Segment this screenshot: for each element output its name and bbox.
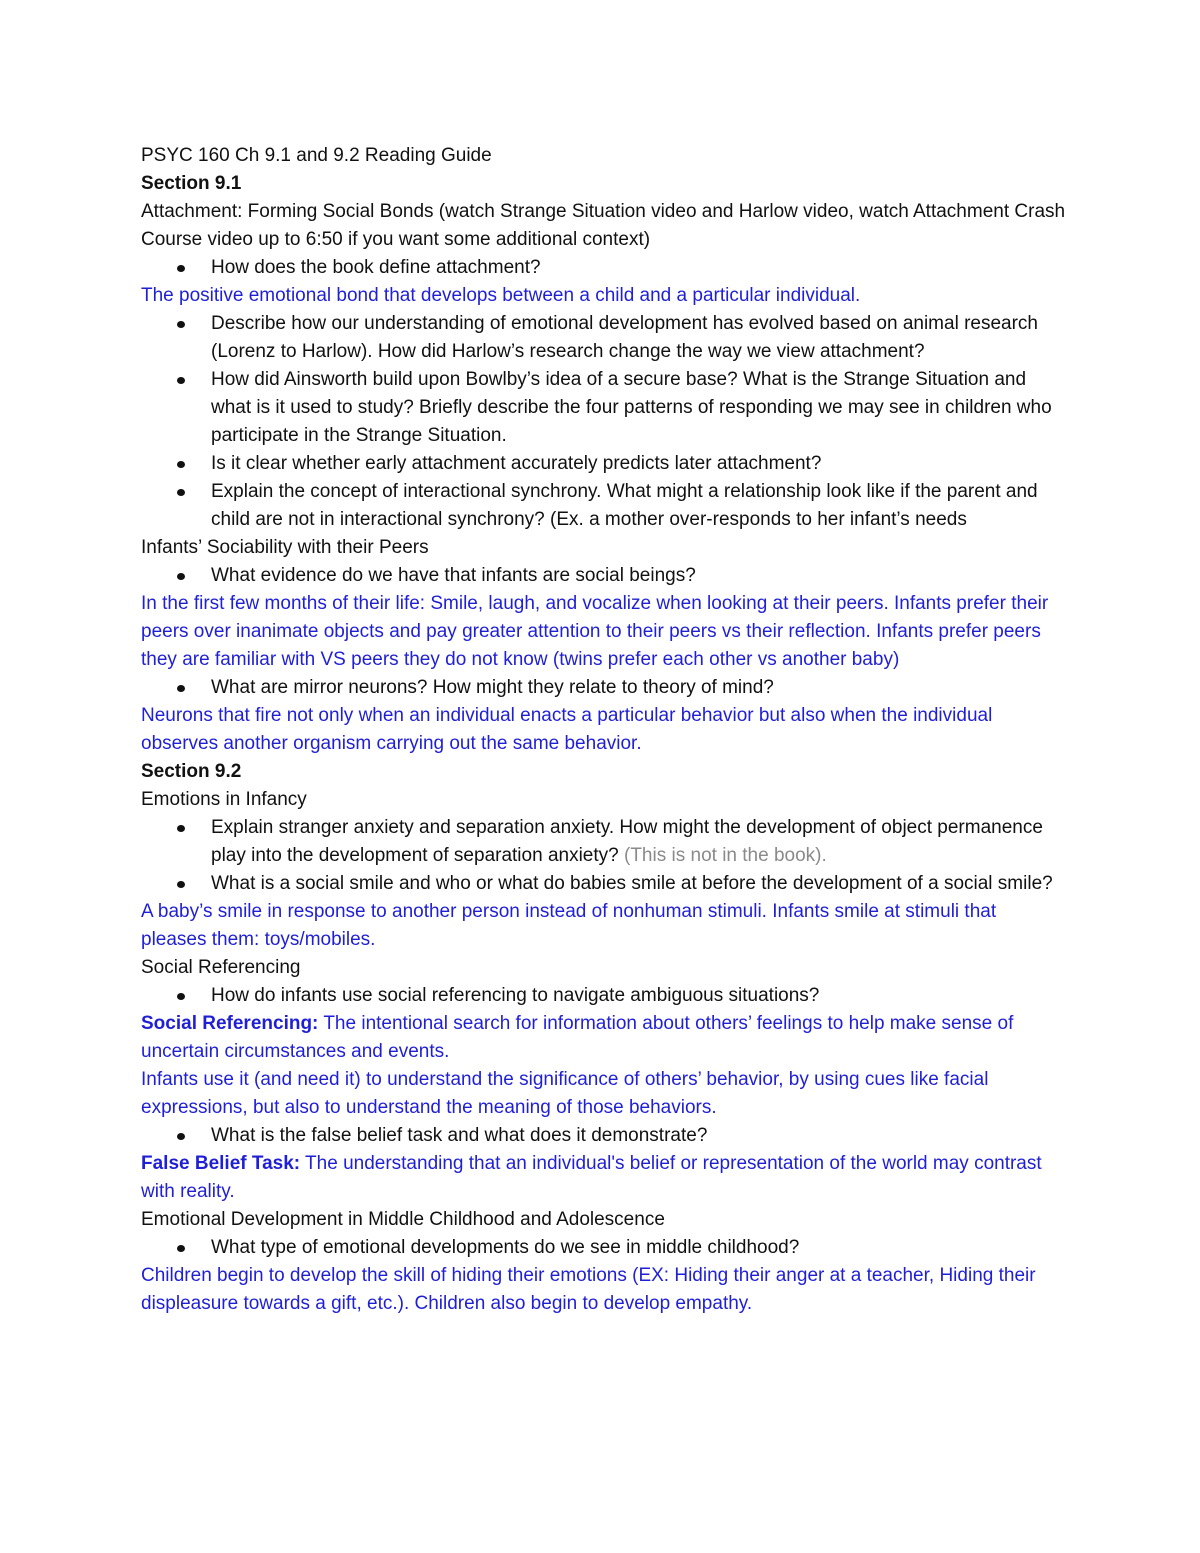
question-social-beings: What evidence do we have that infants are social beings? (141, 562, 1066, 590)
answer-social-smile: A baby’s smile in response to another person instead of nonhuman stimuli. Infants smile at stimuli that pleases them: toys/mobiles. (141, 901, 997, 950)
question-social-referencing: How do infants use social referencing to navigate ambiguous situations? (141, 982, 1066, 1010)
answer-social-referencing: Social Referencing: The intentional search for information about others’ feelings to help make sense of uncertain circumstances and events. (141, 1013, 1014, 1062)
document-title: PSYC 160 Ch 9.1 and 9.2 Reading Guide (141, 145, 492, 166)
answer-social-referencing-more: Infants use it (and need it) to understand the significance of others’ behavior, by using cues like facial expressions, but also to understand the meaning of those behaviors. (141, 1069, 989, 1118)
answer-define-attachment: The positive emotional bond that develops between a child and a particular individual. (141, 285, 861, 306)
answer-social-beings: In the first few months of their life: Smile, laugh, and vocalize when looking at their peers. Infants prefer their peers over inanimate objects and pay greater attention to their peers vs their reflection. Infants prefer peers they are familiar with VS peers they do not know (twins prefer each other vs another baby) (141, 593, 1049, 670)
bullet-icon (177, 573, 185, 580)
question-mirror-neurons: What are mirror neurons? How might they relate to theory of mind? (141, 674, 1066, 702)
term-social-referencing: Social Referencing: (141, 1013, 319, 1034)
answer-middle-childhood: Children begin to develop the skill of hiding their emotions (EX: Hiding their anger at a teacher, Hiding their displeasure towards a gift, etc.). Children also begin to develop empathy. (141, 1265, 1036, 1314)
topic-attachment: Attachment: Forming Social Bonds (watch Strange Situation video and Harlow video, watch Attachment Crash Course video up to 6:50 if you want some additional context) (141, 201, 1066, 250)
section-heading-9-2: Section 9.2 (141, 761, 242, 782)
question-lorenz-harlow: Describe how our understanding of emotional development has evolved based on animal research (Lorenz to Harlow). How did Harlow’s research change the way we view attachment? (141, 310, 1066, 366)
question-interactional-synchrony: Explain the concept of interactional synchrony. What might a relationship look like if the parent and child are not in interactional synchrony? (Ex. a mother over-responds to her infant’s needs (141, 478, 1066, 534)
bullet-icon (177, 1245, 185, 1252)
topic-infant-sociability: Infants’ Sociability with their Peers (141, 537, 429, 558)
bullet-icon (177, 1133, 185, 1140)
bullet-icon (177, 377, 185, 384)
bullet-icon (177, 461, 185, 468)
topic-emotional-development-middle: Emotional Development in Middle Childhood and Adolescence (141, 1209, 665, 1230)
topic-social-referencing: Social Referencing (141, 957, 301, 978)
question-stranger-anxiety: Explain stranger anxiety and separation anxiety. How might the development of object permanence play into the development of separation anxiety? (This is not in the book). (141, 814, 1066, 870)
question-define-attachment: How does the book define attachment? (141, 254, 1066, 282)
question-early-attachment: Is it clear whether early attachment accurately predicts later attachment? (141, 450, 1066, 478)
bullet-icon (177, 993, 185, 1000)
question-ainsworth: How did Ainsworth build upon Bowlby’s idea of a secure base? What is the Strange Situation and what is it used to study? Briefly describe the four patterns of responding we may see in children who participate in the Strange Situation. (141, 366, 1066, 450)
answer-mirror-neurons: Neurons that fire not only when an individual enacts a particular behavior but also when the individual observes another organism carrying out the same behavior. (141, 705, 993, 754)
bullet-icon (177, 881, 185, 888)
document-page (141, 142, 1066, 1318)
question-middle-childhood: What type of emotional developments do we see in middle childhood? (141, 1234, 1066, 1262)
bullet-icon (177, 321, 185, 328)
bullet-icon (177, 265, 185, 272)
bullet-icon (177, 489, 185, 496)
topic-emotions-infancy: Emotions in Infancy (141, 789, 307, 810)
bullet-icon (177, 825, 185, 832)
question-social-smile: What is a social smile and who or what do babies smile at before the development of a social smile? (141, 870, 1066, 898)
question-false-belief: What is the false belief task and what does it demonstrate? (141, 1122, 1066, 1150)
not-in-book-note: (This is not in the book). (624, 845, 827, 866)
section-heading-9-1: Section 9.1 (141, 173, 242, 194)
answer-false-belief: False Belief Task: The understanding that an individual's belief or representation of the world may contrast with reality. (141, 1153, 1042, 1202)
bullet-icon (177, 685, 185, 692)
term-false-belief: False Belief Task: (141, 1153, 301, 1174)
